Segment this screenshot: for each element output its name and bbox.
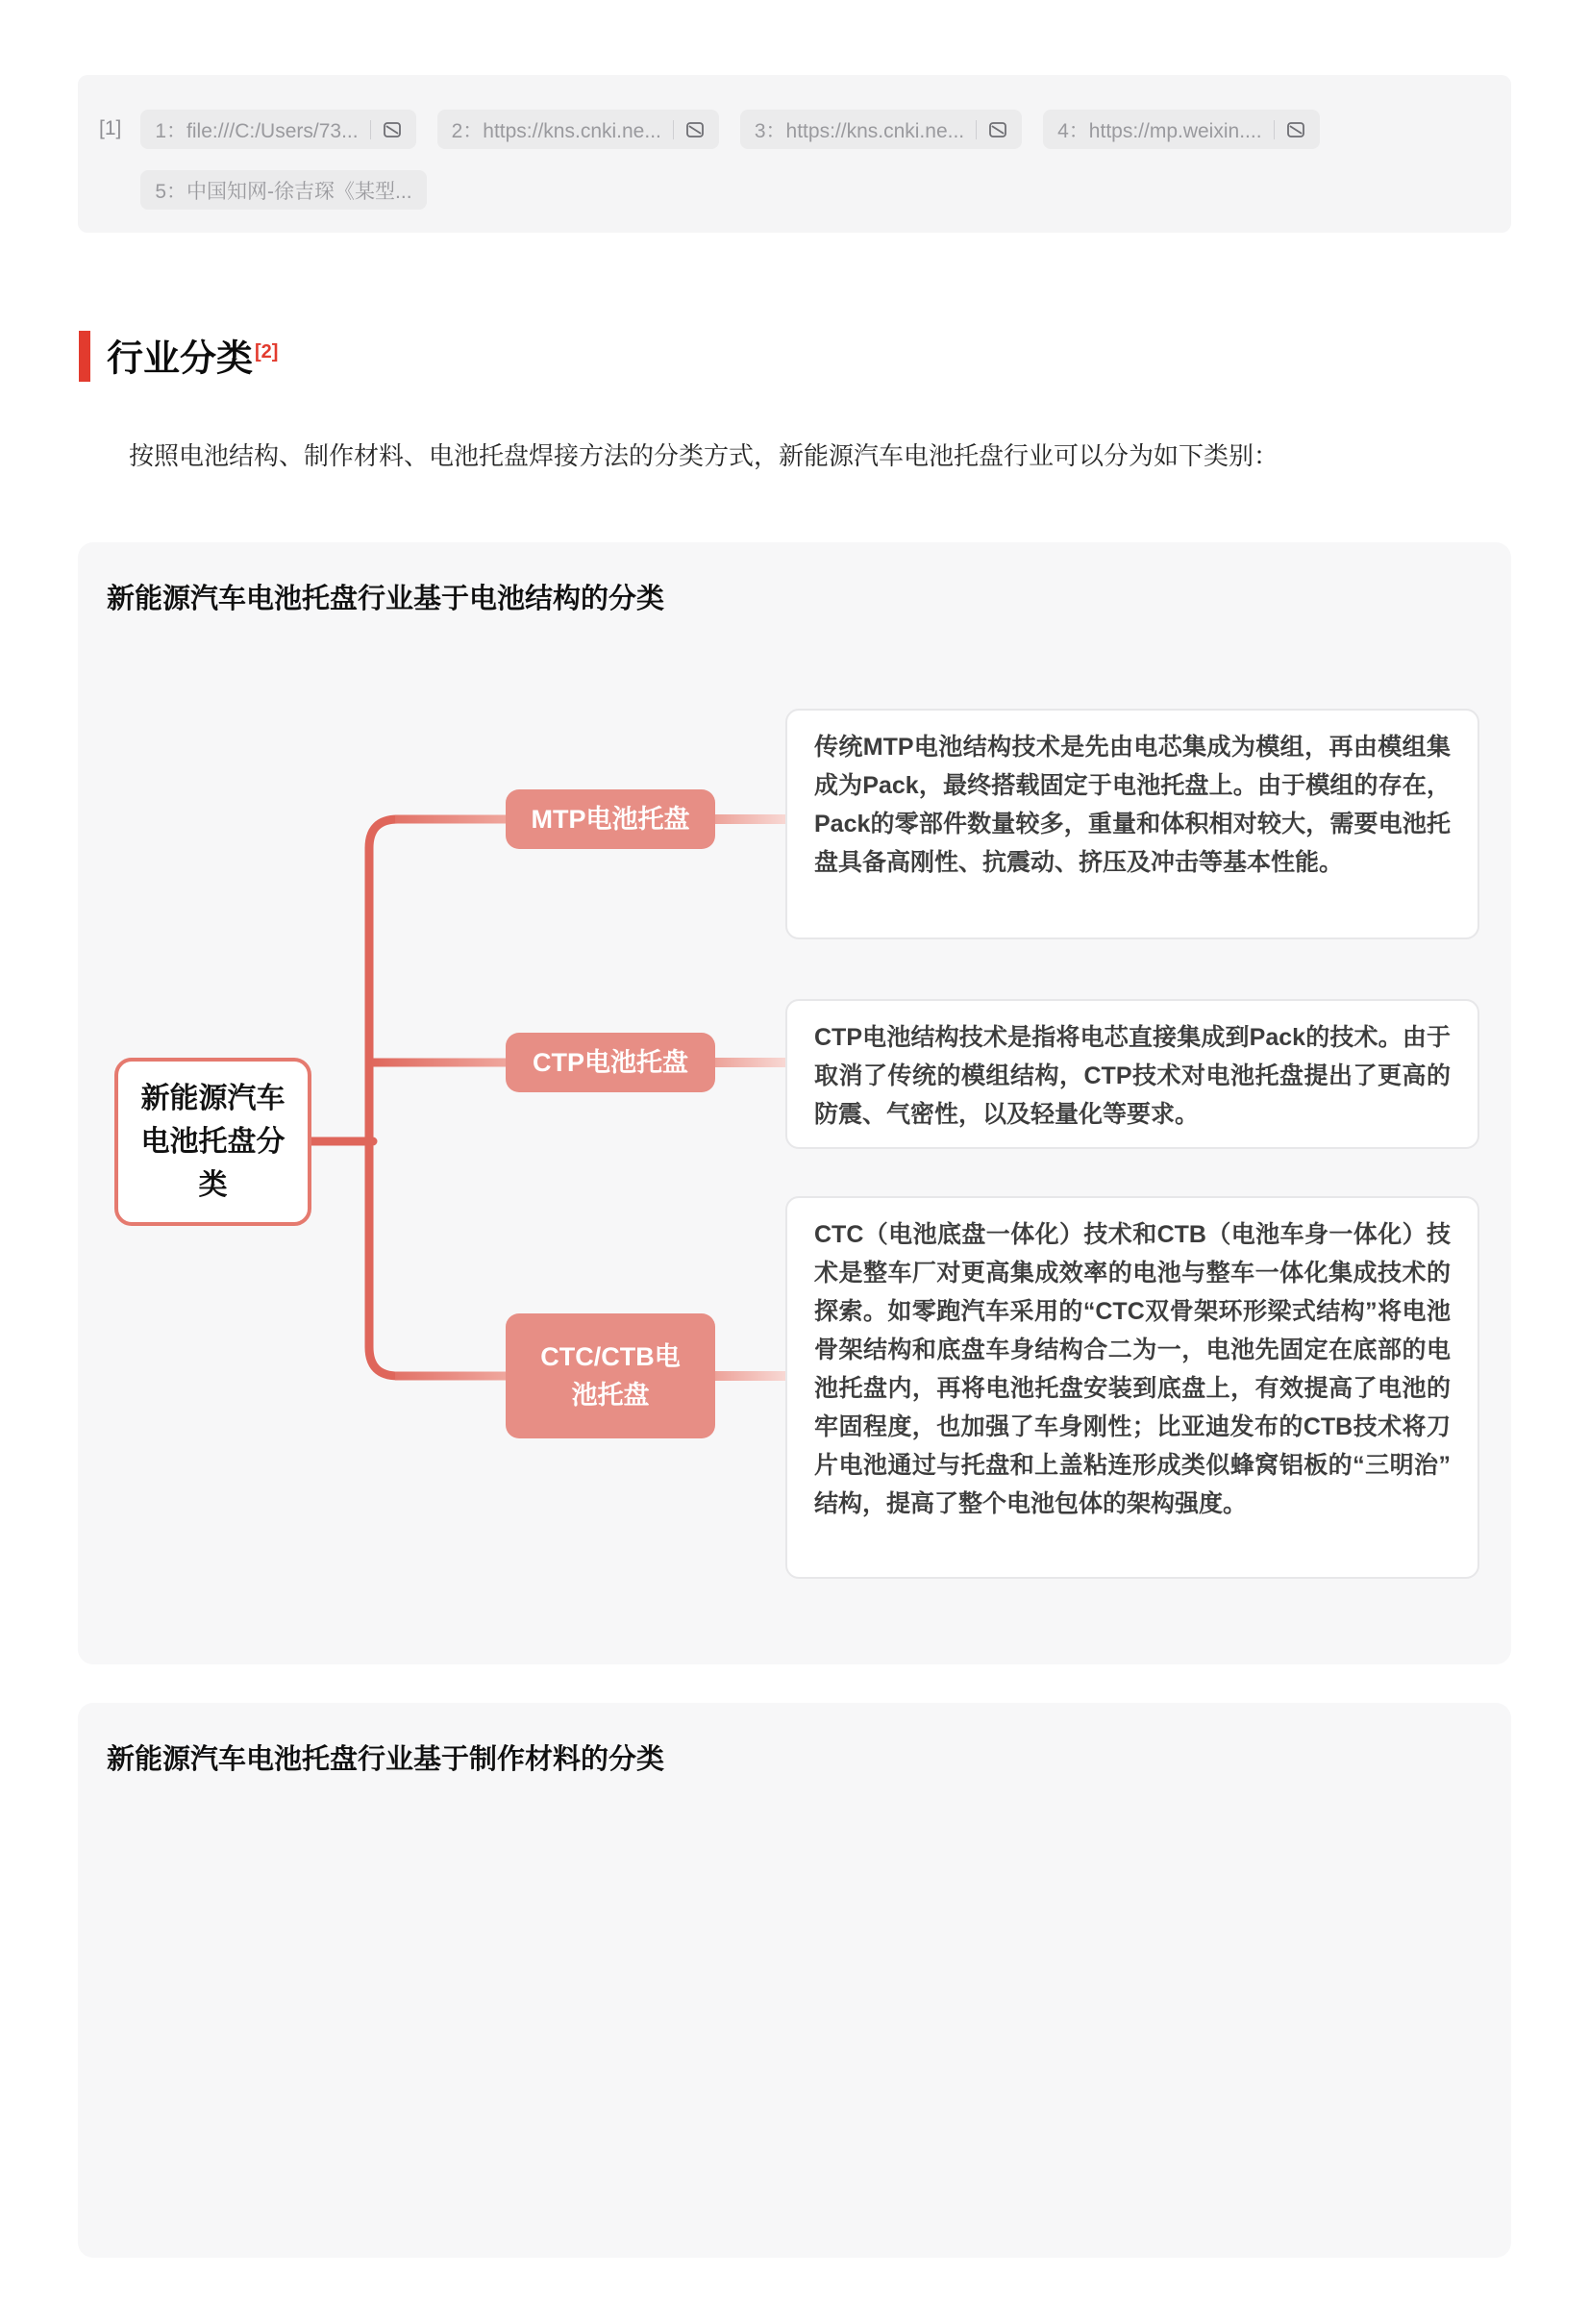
reference-chip-5[interactable] (140, 170, 426, 210)
description-box-ctc: CTC（电池底盘一体化）技术和CTB（电池车身一体化）技术是整车厂对更高集成效率的电池与整车一体化集成技术的探索。如零跑汽车采用的“CTC双骨架环形梁式结构”将电池骨架结构和底盘车身结构合二为一，电池先固定在底部的电池托盘内，再将电池托盘安装到底盘上，有效提高了电池的牢固程度，也加强了车身刚性；比亚迪发布的CTB技术将刀片电池通过与托盘和上盖粘连形成类似蜂窝铝板的“三明治”结构，提高了整个电池包体的架构强度。 (785, 1196, 1479, 1579)
chip-divider (976, 120, 977, 139)
section-title-text: 行业分类 (107, 338, 254, 380)
reference-marker: [1] (99, 117, 122, 139)
external-link-icon[interactable] (1286, 120, 1305, 139)
reference-chip-3[interactable] (740, 110, 1022, 149)
external-link-icon[interactable] (988, 120, 1007, 139)
reference-chip-label: 5：中国知网-徐吉琛《某型... (155, 180, 412, 203)
section-accent-bar (79, 331, 90, 382)
reference-chip-label: 1：file:///C:/Users/73... (155, 119, 359, 142)
material-classification-panel (78, 1703, 1511, 2258)
reference-chip-row (140, 110, 1319, 149)
external-link-icon[interactable] (685, 120, 705, 139)
root-node: 新能源汽车电池托盘分类 (114, 1058, 311, 1226)
reference-chip-label: 4：https://mp.weixin.... (1057, 119, 1262, 142)
reference-chip-4[interactable] (1043, 110, 1319, 149)
external-link-icon[interactable] (383, 120, 402, 139)
reference-chip-row (140, 170, 1319, 210)
section-title (107, 327, 278, 386)
description-box-mtp: 传统MTP电池结构技术是先由电芯集成为模组，再由模组集成为Pack，最终搭载固定于电池托盘上。由于模组的存在，Pack的零部件数量较多，重量和体积相对较大，需要电池托盘具备高刚性、抗震动、挤压及冲击等基本性能。 (785, 709, 1479, 939)
chip-divider (1274, 120, 1275, 139)
reference-chip-2[interactable] (437, 110, 719, 149)
citation-badge[interactable]: [2] (255, 341, 279, 362)
chip-divider (370, 120, 371, 139)
reference-chip-rows (140, 110, 1319, 210)
intro-paragraph: 按照电池结构、制作材料、电池托盘焊接方法的分类方式，新能源汽车电池托盘行业可以分为如下类别： (129, 440, 1279, 470)
reference-chip-label: 2：https://kns.cnki.ne... (451, 119, 661, 142)
branch-node-ctp: CTP电池托盘 (506, 1033, 715, 1092)
reference-chip-1[interactable] (140, 110, 415, 149)
panel-title-structure: 新能源汽车电池托盘行业基于电池结构的分类 (107, 583, 665, 614)
description-box-ctp: CTP电池结构技术是指将电芯直接集成到Pack的技术。由于取消了传统的模组结构，CTP技术对电池托盘提出了更高的防震、气密性，以及轻量化等要求。 (785, 999, 1479, 1149)
structure-classification-panel (78, 542, 1511, 1664)
panel-title-material: 新能源汽车电池托盘行业基于制作材料的分类 (107, 1743, 665, 1775)
section-heading (79, 327, 1511, 386)
branch-node-ctc: CTC/CTB电池托盘 (506, 1313, 715, 1438)
branch-node-mtp: MTP电池托盘 (506, 789, 715, 849)
chip-divider (673, 120, 674, 139)
reference-chip-label: 3：https://kns.cnki.ne... (754, 119, 965, 142)
references-bar (78, 75, 1511, 233)
